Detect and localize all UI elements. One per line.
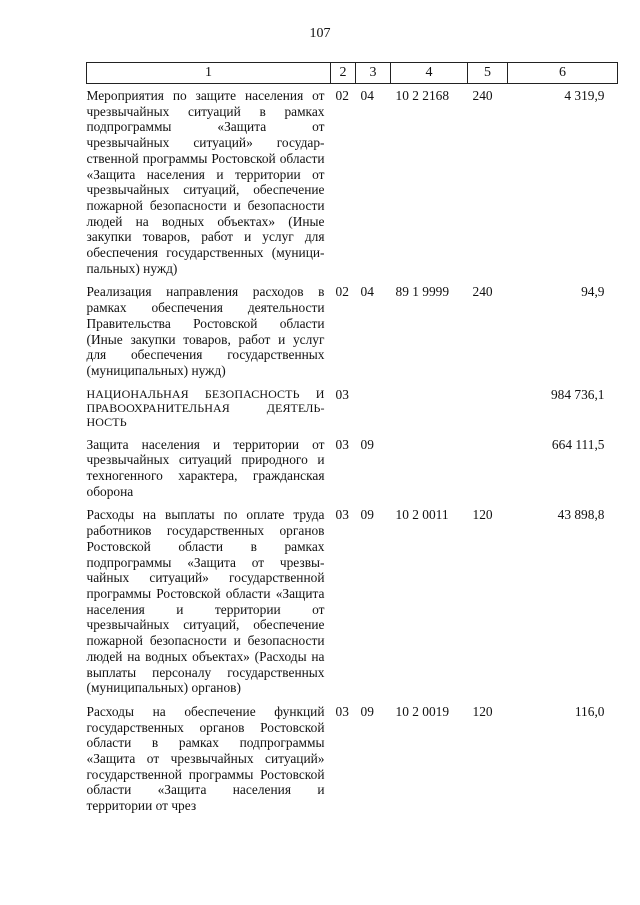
row-subsection: 09 xyxy=(360,703,374,719)
row-name: НАЦИОНАЛЬНАЯ БЕЗОПАСНОСТЬ И ПРАВООХРАНИТЕЛЬНАЯ ДЕЯТЕЛЬНОСТЬ xyxy=(86,386,325,429)
table-row xyxy=(87,387,618,437)
row-target-article: 10 2 2168 xyxy=(395,88,450,103)
page-number: 107 xyxy=(309,26,331,41)
row-section: 03 xyxy=(335,507,349,523)
row-amount: 43 898,8 xyxy=(557,507,605,523)
row-subsection: 09 xyxy=(360,436,374,452)
row-name: Мероприятия по защите населения от чрезвычайных ситуаций в рамках подпрограммы «Защита от чрезвычайных ситуаций» государственной программы Ростовской области «Защита населения и территории от чрезвычайных ситуаций, обеспечение пожарной безопасности и безопасности людей на водных объектах» (Иные закупки товаров, работ и услуг для обеспечения государственных (муниципальных) нужд) xyxy=(86,88,325,276)
row-section: 02 xyxy=(335,88,349,103)
row-section: 02 xyxy=(335,284,349,300)
row-subsection xyxy=(356,387,391,437)
row-name: Защита населения и территории от чрезвычайных ситуаций природного и техногенного характера, гражданская оборона xyxy=(86,436,325,499)
header-col-2: 2 xyxy=(331,63,356,84)
row-amount: 4 319,9 xyxy=(564,88,605,103)
row-name: Реализация направления расходов в рамках обеспечения деятельности Правительства Ростовской области (Иные закупки товаров, работ и услуг для обеспечения государственных (муниципальных) нужд) xyxy=(86,284,325,378)
row-amount: 984 736,1 xyxy=(550,386,605,402)
table-header xyxy=(87,63,618,84)
row-section: 03 xyxy=(335,436,349,452)
row-expense-type xyxy=(468,437,508,508)
row-subsection: 04 xyxy=(360,88,374,103)
row-target-article xyxy=(391,387,468,437)
row-expense-type: 120 xyxy=(472,507,493,523)
header-col-6: 6 xyxy=(508,63,618,84)
budget-table xyxy=(86,62,618,814)
row-name: Расходы на обеспечение функций государственных органов Ростовской области в рамках подпрограммы «Защита от чрезвычайных ситуаций» государственной программы Ростовской области «Защита населения и территории от чрез xyxy=(86,703,325,814)
header-col-1: 1 xyxy=(87,63,331,84)
row-subsection: 09 xyxy=(360,507,374,523)
row-expense-type: 120 xyxy=(472,703,493,719)
row-target-article: 89 1 9999 xyxy=(395,284,450,300)
header-col-4: 4 xyxy=(391,63,468,84)
row-amount: 664 111,5 xyxy=(551,436,605,452)
table-row xyxy=(87,84,618,285)
row-expense-type: 240 xyxy=(472,284,493,300)
row-expense-type: 240 xyxy=(472,88,493,103)
table-body xyxy=(87,84,618,814)
header-col-3: 3 xyxy=(356,63,391,84)
row-target-article xyxy=(391,437,468,508)
row-amount: 94,9 xyxy=(581,284,605,300)
table-row xyxy=(87,704,618,814)
row-target-article: 10 2 0011 xyxy=(395,507,449,523)
table-row xyxy=(87,284,618,386)
row-section: 03 xyxy=(335,386,349,402)
row-amount: 116,0 xyxy=(574,703,605,719)
header-row xyxy=(87,63,618,84)
row-target-article: 10 2 0019 xyxy=(395,703,450,719)
header-col-5: 5 xyxy=(468,63,508,84)
table-row xyxy=(87,437,618,508)
row-name: Расходы на выплаты по оплате труда работников государственных органов Ростовской области в рамках подпрограммы «Защита от чрезвычайных ситуаций» государственной программы Ростовской области «Защита населения и территории от чрезвычайных ситуаций, обеспечение пожарной безопасности и безопасности людей на водных объектах» (Расходы на выплаты персоналу государственных (муниципальных) органов) xyxy=(86,507,325,696)
table-row xyxy=(87,507,618,703)
row-expense-type xyxy=(468,387,508,437)
row-subsection: 04 xyxy=(360,284,374,300)
row-section: 03 xyxy=(335,703,349,719)
